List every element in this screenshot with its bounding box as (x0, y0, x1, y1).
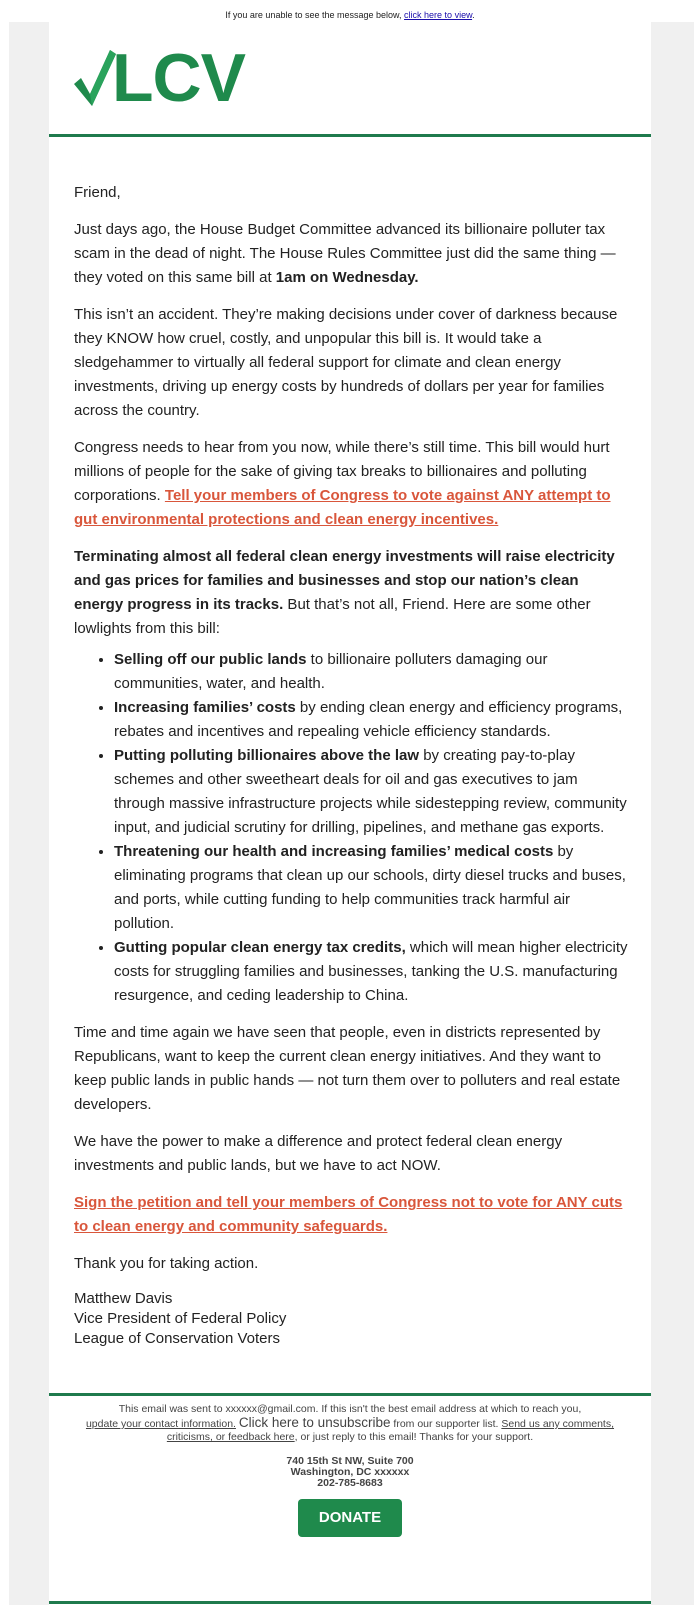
logo-text: LCV (112, 40, 245, 116)
email-card (49, 22, 651, 1605)
lowlights-list (74, 648, 629, 1008)
paragraph-3 (74, 436, 629, 532)
list-item (114, 936, 629, 1008)
paragraph-1-bold: 1am on Wednesday. (275, 269, 419, 286)
list-item-bold: Selling off our public lands (114, 651, 307, 668)
footer-sent-to: This email was sent to xxxxxx@gmail.com. If this isn't the best email address at which to reach you, (118, 1403, 582, 1415)
footer-note (49, 1403, 651, 1444)
list-item-text: by ending clean energy and efficiency programs, rebates and incentives and repealing vehicle efficiency standards. (114, 699, 623, 740)
paragraph-1 (74, 218, 629, 290)
paragraph-4-text: But that’s not all, Friend. Here are some other lowlights from this bill: (74, 596, 591, 637)
unsubscribe-link[interactable]: Click here to unsubscribe (238, 1415, 391, 1430)
preheader (0, 0, 700, 22)
list-item (114, 648, 629, 696)
paragraph-4 (74, 545, 629, 641)
footer-closing: , or just reply to this email! Thanks for your support. (294, 1431, 534, 1443)
cta-link-2[interactable]: Sign the petition and tell your members of Congress not to vote for ANY cuts to clean energy and community safeguards. (74, 1194, 623, 1235)
footer-from-list: from our supporter list. (393, 1418, 499, 1430)
footer-divider (49, 1393, 651, 1396)
signature-org: League of Conservation Voters (74, 1330, 280, 1347)
signature-name: Matthew Davis (74, 1290, 173, 1307)
paragraph-4-bold: Terminating almost all federal clean energy investments will raise electricity and gas prices for families and businesses and stop our nation’s clean energy progress in its tracks. (74, 548, 615, 613)
paragraph-6: We have the power to make a difference and protect federal clean energy investments and public lands, but we have to act NOW. (74, 1133, 563, 1174)
paragraph-1-text: Just days ago, the House Budget Committee advanced its billionaire polluter tax scam in the dead of night. The House Rules Committee just did the same thing — they voted on this same bill at (74, 221, 616, 286)
signature (74, 1289, 629, 1349)
footer-address (49, 1456, 651, 1489)
list-item (114, 696, 629, 744)
bottom-divider (49, 1601, 651, 1604)
preheader-suffix: . (472, 10, 475, 20)
feedback-link[interactable]: Send us any comments, criticisms, or feedback here (166, 1418, 615, 1443)
paragraph-2: This isn’t an accident. They’re making decisions under cover of darkness because they KNOW how cruel, costly, and unpopular this bill is. It would take a sledgehammer to virtually all federal support for climate and clean energy investments, driving up energy costs by hundreds of dollars per year for families across the country. (74, 306, 618, 419)
list-item-text: by creating pay-to-play schemes and other sweetheart deals for oil and gas executives to jam through massive infrastructure projects while sidestepping review, community input, and judicial scrutiny for drilling, pipelines, and methane gas exports. (114, 747, 627, 836)
list-item-bold: Putting polluting billionaires above the law (114, 747, 420, 764)
footer (49, 1403, 651, 1537)
greeting: Friend, (74, 184, 121, 201)
update-contact-link[interactable]: update your contact information. (85, 1418, 236, 1430)
checkmark-icon (74, 50, 116, 106)
phone-number: 202-785-8683 (317, 1477, 383, 1489)
signature-title: Vice President of Federal Policy (74, 1310, 287, 1327)
preheader-text: If you are unable to see the message below, (225, 10, 402, 20)
cta-paragraph (74, 1191, 629, 1239)
paragraph-5: Time and time again we have seen that people, even in districts represented by Republicans, want to keep the current clean energy initiatives. And they want to keep public lands in public hands — not turn them over to polluters and real estate developers. (74, 1024, 621, 1113)
paragraph-3-text: Congress needs to hear from you now, while there’s still time. This bill would hurt millions of people for the sake of giving tax breaks to billionaires and polluting corporations. (74, 439, 610, 504)
cta-link-1[interactable]: Tell your members of Congress to vote against ANY attempt to gut environmental protections and clean energy incentives. (74, 487, 611, 528)
list-item-text: to billionaire polluters damaging our communities, water, and health. (114, 651, 548, 692)
thanks-line: Thank you for taking action. (74, 1255, 259, 1272)
list-item-bold: Increasing families’ costs (114, 699, 296, 716)
address-line-2: Washington, DC xxxxxx (290, 1466, 410, 1478)
lcv-logo[interactable] (74, 40, 245, 116)
header-divider (49, 134, 651, 137)
email-background (9, 22, 694, 1605)
address-line-1: 740 15th St NW, Suite 700 (286, 1455, 414, 1467)
list-item-bold: Gutting popular clean energy tax credits, (114, 939, 406, 956)
list-item (114, 840, 629, 936)
email-body (74, 181, 629, 1349)
view-in-browser-link[interactable]: click here to view (404, 10, 473, 20)
list-item (114, 744, 629, 840)
list-item-text: by eliminating programs that clean up our schools, dirty diesel trucks and buses, and ports, while cutting funding to help communities track harmful air pollution. (114, 843, 626, 932)
donate-button[interactable]: DONATE (298, 1499, 402, 1537)
list-item-text: which will mean higher electricity costs for struggling families and businesses, tanking the U.S. manufacturing resurgence, and ceding leadership to China. (114, 939, 628, 1004)
list-item-bold: Threatening our health and increasing families’ medical costs (114, 843, 554, 860)
